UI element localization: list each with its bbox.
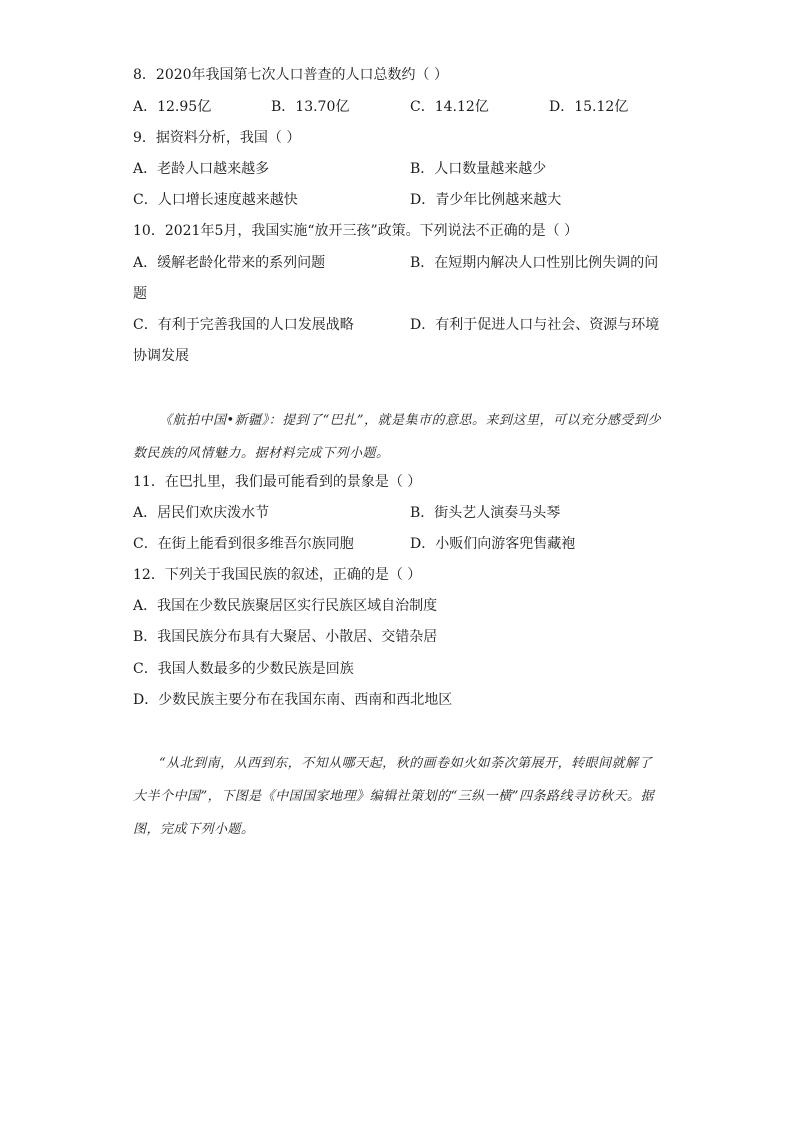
question-9-option-a[interactable]: A．老龄人口越来越多: [133, 161, 270, 177]
question-10-option-c[interactable]: C．有利于完善我国的人口发展战略: [133, 317, 354, 333]
question-12-option-d[interactable]: D．少数民族主要分布在我国东南、西南和西北地区: [133, 692, 453, 708]
question-11-option-a[interactable]: A．居民们欢庆泼水节: [133, 505, 270, 521]
question-12-option-b[interactable]: B．我国民族分布具有大聚居、小散居、交错杂居: [133, 629, 438, 645]
question-10-option-d[interactable]: D．有利于促进人口与社会、资源与环境: [410, 317, 660, 333]
question-10-option-d-wrap: 协调发展: [133, 348, 189, 364]
question-11-option-c[interactable]: C．在街上能看到很多维吾尔族同胞: [133, 536, 354, 552]
question-9-option-d[interactable]: D．青少年比例越来越大: [410, 192, 562, 208]
question-10-option-a[interactable]: A．缓解老龄化带来的系列问题: [133, 255, 326, 271]
question-11-stem: 11．在巴扎里，我们最可能看到的景象是（ ）: [133, 474, 422, 490]
question-10-option-b[interactable]: B．在短期内解决人口性别比例失调的问: [410, 255, 659, 271]
question-10-option-b-wrap: 题: [133, 286, 147, 302]
question-9-stem: 9．据资料分析，我国（ ）: [133, 130, 301, 146]
question-12-option-a[interactable]: A．我国在少数民族聚居区实行民族区域自治制度: [133, 598, 438, 614]
question-9-option-b[interactable]: B．人口数量越来越少: [410, 161, 547, 177]
question-12-option-c[interactable]: C．我国人数最多的少数民族是回族: [133, 661, 354, 677]
question-8-stem: 8．2020年我国第七次人口普查的人口总数约（ ）: [133, 67, 448, 83]
question-8-option-d[interactable]: D．15.12亿: [549, 99, 629, 115]
question-8-option-c[interactable]: C．14.12亿: [410, 99, 489, 115]
question-8-option-a[interactable]: A．12.95亿: [133, 99, 212, 115]
question-11-option-b[interactable]: B．街头艺人演奏马头琴: [410, 505, 561, 521]
question-12-stem: 12．下列关于我国民族的叙述，正确的是（ ）: [133, 567, 422, 583]
question-10-stem: 10．2021年5月，我国实施“放开三孩”政策。下列说法不正确的是（ ）: [133, 223, 579, 239]
reading-material-autumn: “从北到南，从西到东，不知从哪天起，秋的画卷如火如荼次第展开，转眼间就解了大半个中国”，下图是《中国国家地理》编辑社策划的“三纵一横”四条路线寻访秋天。据图，完成下列小题。: [133, 756, 654, 837]
question-11-option-d[interactable]: D．小贩们向游客兜售藏袍: [410, 536, 576, 552]
question-8-option-b[interactable]: B．13.70亿: [271, 99, 350, 115]
reading-material-xinjiang: 《航拍中国•新疆》：提到了“巴扎”，就是集市的意思。来到这里，可以充分感受到少数民族的风情魅力。据材料完成下列小题。: [133, 413, 661, 461]
question-9-option-c[interactable]: C．人口增长速度越来越快: [133, 192, 298, 208]
